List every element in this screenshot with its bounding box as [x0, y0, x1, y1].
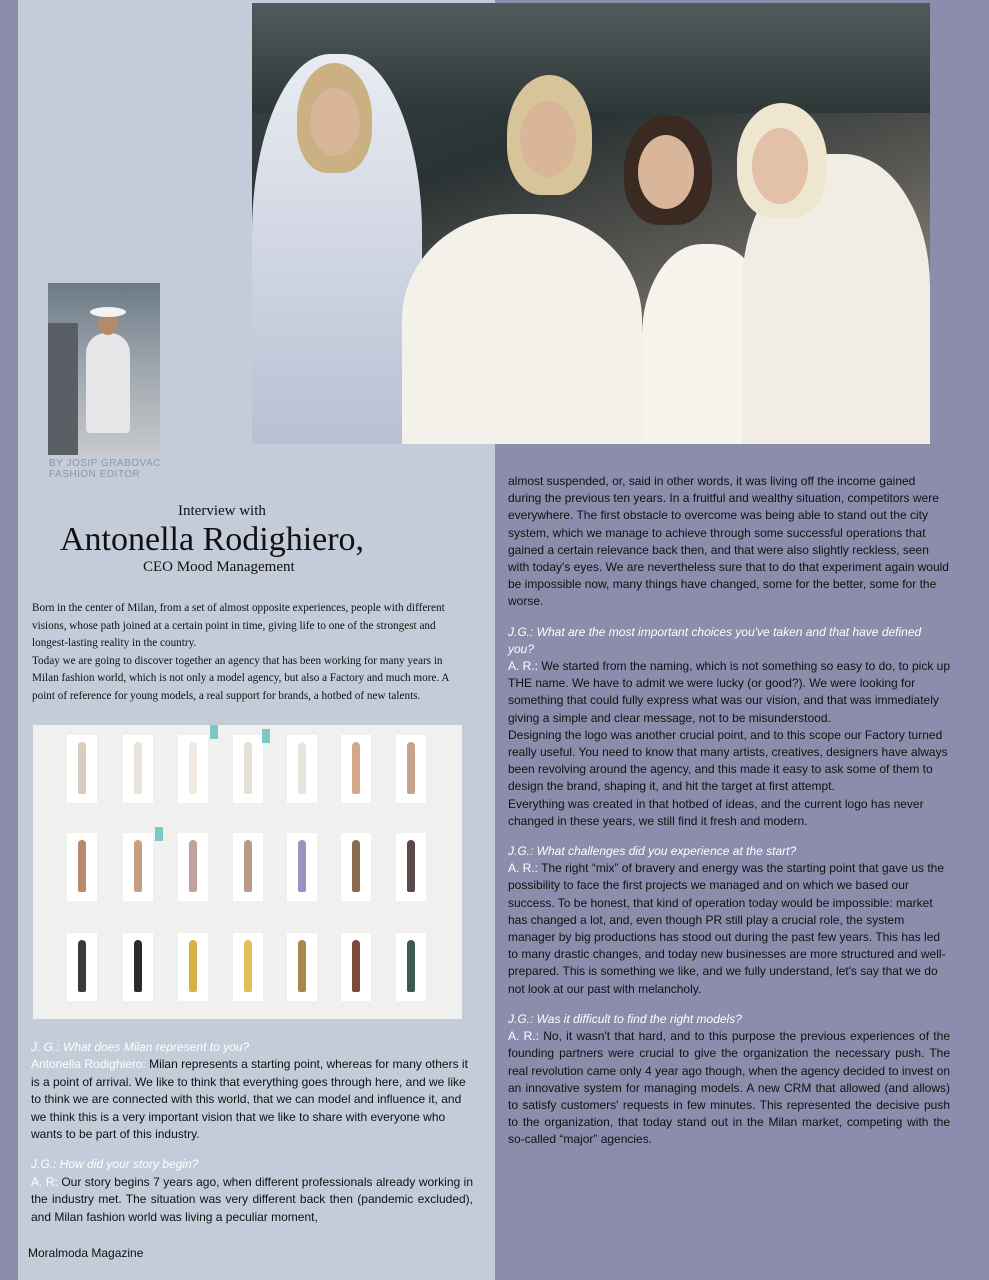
answer-label: A. R.: [508, 1029, 539, 1044]
magazine-footer: Moralmoda Magazine [28, 1246, 144, 1260]
interview-with-label: Interview with [178, 503, 266, 519]
author-portrait-photo [48, 283, 160, 455]
interviewee-role: CEO Mood Management [143, 559, 295, 575]
question: J.G.: What challenges did you experience at the start? [508, 844, 797, 859]
interviewee-name: Antonella Rodighiero, [60, 521, 365, 558]
qa-right-column [508, 473, 950, 1149]
answer-label: A. R.: [508, 861, 539, 876]
answer-label: A. R.: [508, 659, 539, 674]
question: J.G.: Was it difficult to find the right models? [508, 1011, 742, 1026]
answer-paragraph: Everything was created in that hotbed of ideas, and the current logo has never changed in these years, we still find it fresh and modern. [508, 796, 924, 828]
hero-photo-models [252, 3, 930, 444]
answer-text: We started from the naming, which is not something so easy to do, to pick up THE name. We have to admit we were lucky (or good?). We were looking for something that could fully express what was our vision, and that was immediately giving a simple and clear message, not to be misunderstood. [508, 659, 950, 725]
author-caption [49, 458, 161, 480]
question: J.G.: What are the most important choices you've taken and that have defined you? [508, 624, 922, 656]
question: J. G.: What does Milan represent to you? [31, 1040, 250, 1054]
answer-label: Antonella Rodighiero: [31, 1057, 146, 1072]
answer-text: No, it wasn't that hard, and to this purpose the previous experiences of the founding partners were crucial to give the organization the necessary push. The real revolution came only 4 year ago though, when the agency decided to invest on an innovative system for managing models. A new CRM that allowed (and allows) to satisfy customers' requests in few minutes. This represented the decisive push to the organization, that today stand out in the Milan market, competing with the so-called “major” agencies. [508, 1029, 950, 1147]
answer-text: The right “mix” of bravery and energy was the starting point that gave us the possibility to face the first projects we managed and on which we based our success. To be honest, that kind of operation today would be impossible: market has changed a lot, and, even though PR still play a crucial role, the system manager by big productions has stood out during the past few years. This has led to many drastic changes, and today new businesses are more structured and well-prepared. This is something we like, and we fully understand, let's say that we do not look at our past with melancholy. [508, 861, 946, 996]
answer-label: A. R: [31, 1174, 58, 1189]
answer-paragraph: Designing the logo was another crucial point, and to this scope our Factory turned really useful. You need to know that many artists, creatives, designers have always been revolving around the agency, and this made it easy to ask some of them to design the brand, shaping it, and hit the target at first attempt. [508, 727, 948, 794]
intro-paragraph: Today we are going to discover together an agency that has been working for many years in Milan fashion world, which is not only a model agency, but also a Factory and much more. A point of reference for young models, a real support for brands, a hotbed of new talents. [32, 654, 449, 702]
answer-text: Our story begins 7 years ago, when different professionals already working in the industry met. The situation was very different back then (pandemic excluded), and Milan fashion world was living a peculiar moment, [31, 1174, 473, 1224]
answer-text: Milan represents a starting point, whereas for many others it is a point of arrival. We like to think that everything goes through here, and we like to think we are connected with this world, that we can model and influence it, and we think this is a very important vision that we like to share with everyone who wants to be part of this industry. [31, 1057, 468, 1142]
question: J.G.: How did your story begin? [31, 1157, 199, 1172]
intro-text [32, 600, 462, 706]
author-role: FASHION EDITOR [49, 469, 141, 480]
answer-continuation: almost suspended, or, said in other words, it was living off the income gained during the previous ten years. In a fruitful and wealthy situation, competitors were everywhere. The first obstacle to overcome was being able to stand out the city system, which we manage to achieve through some successful operations that gained a certain relevance back then, and that were also slightly reckless, seen with today's eyes. We are nevertheless sure that to do that experiment again would be impossible now, many things have changed, some for the better, some for the worse. [508, 474, 949, 609]
author-byline: BY JOSIP GRABOVAC [49, 458, 161, 469]
model-board-photo [33, 725, 462, 1019]
intro-paragraph: Born in the center of Milan, from a set of almost opposite experiences, people with different visions, whose path joined at a certain point in time, giving life to one of the strongest and longest-lasting reality in the country. [32, 602, 445, 650]
qa-left-column [31, 1039, 473, 1226]
